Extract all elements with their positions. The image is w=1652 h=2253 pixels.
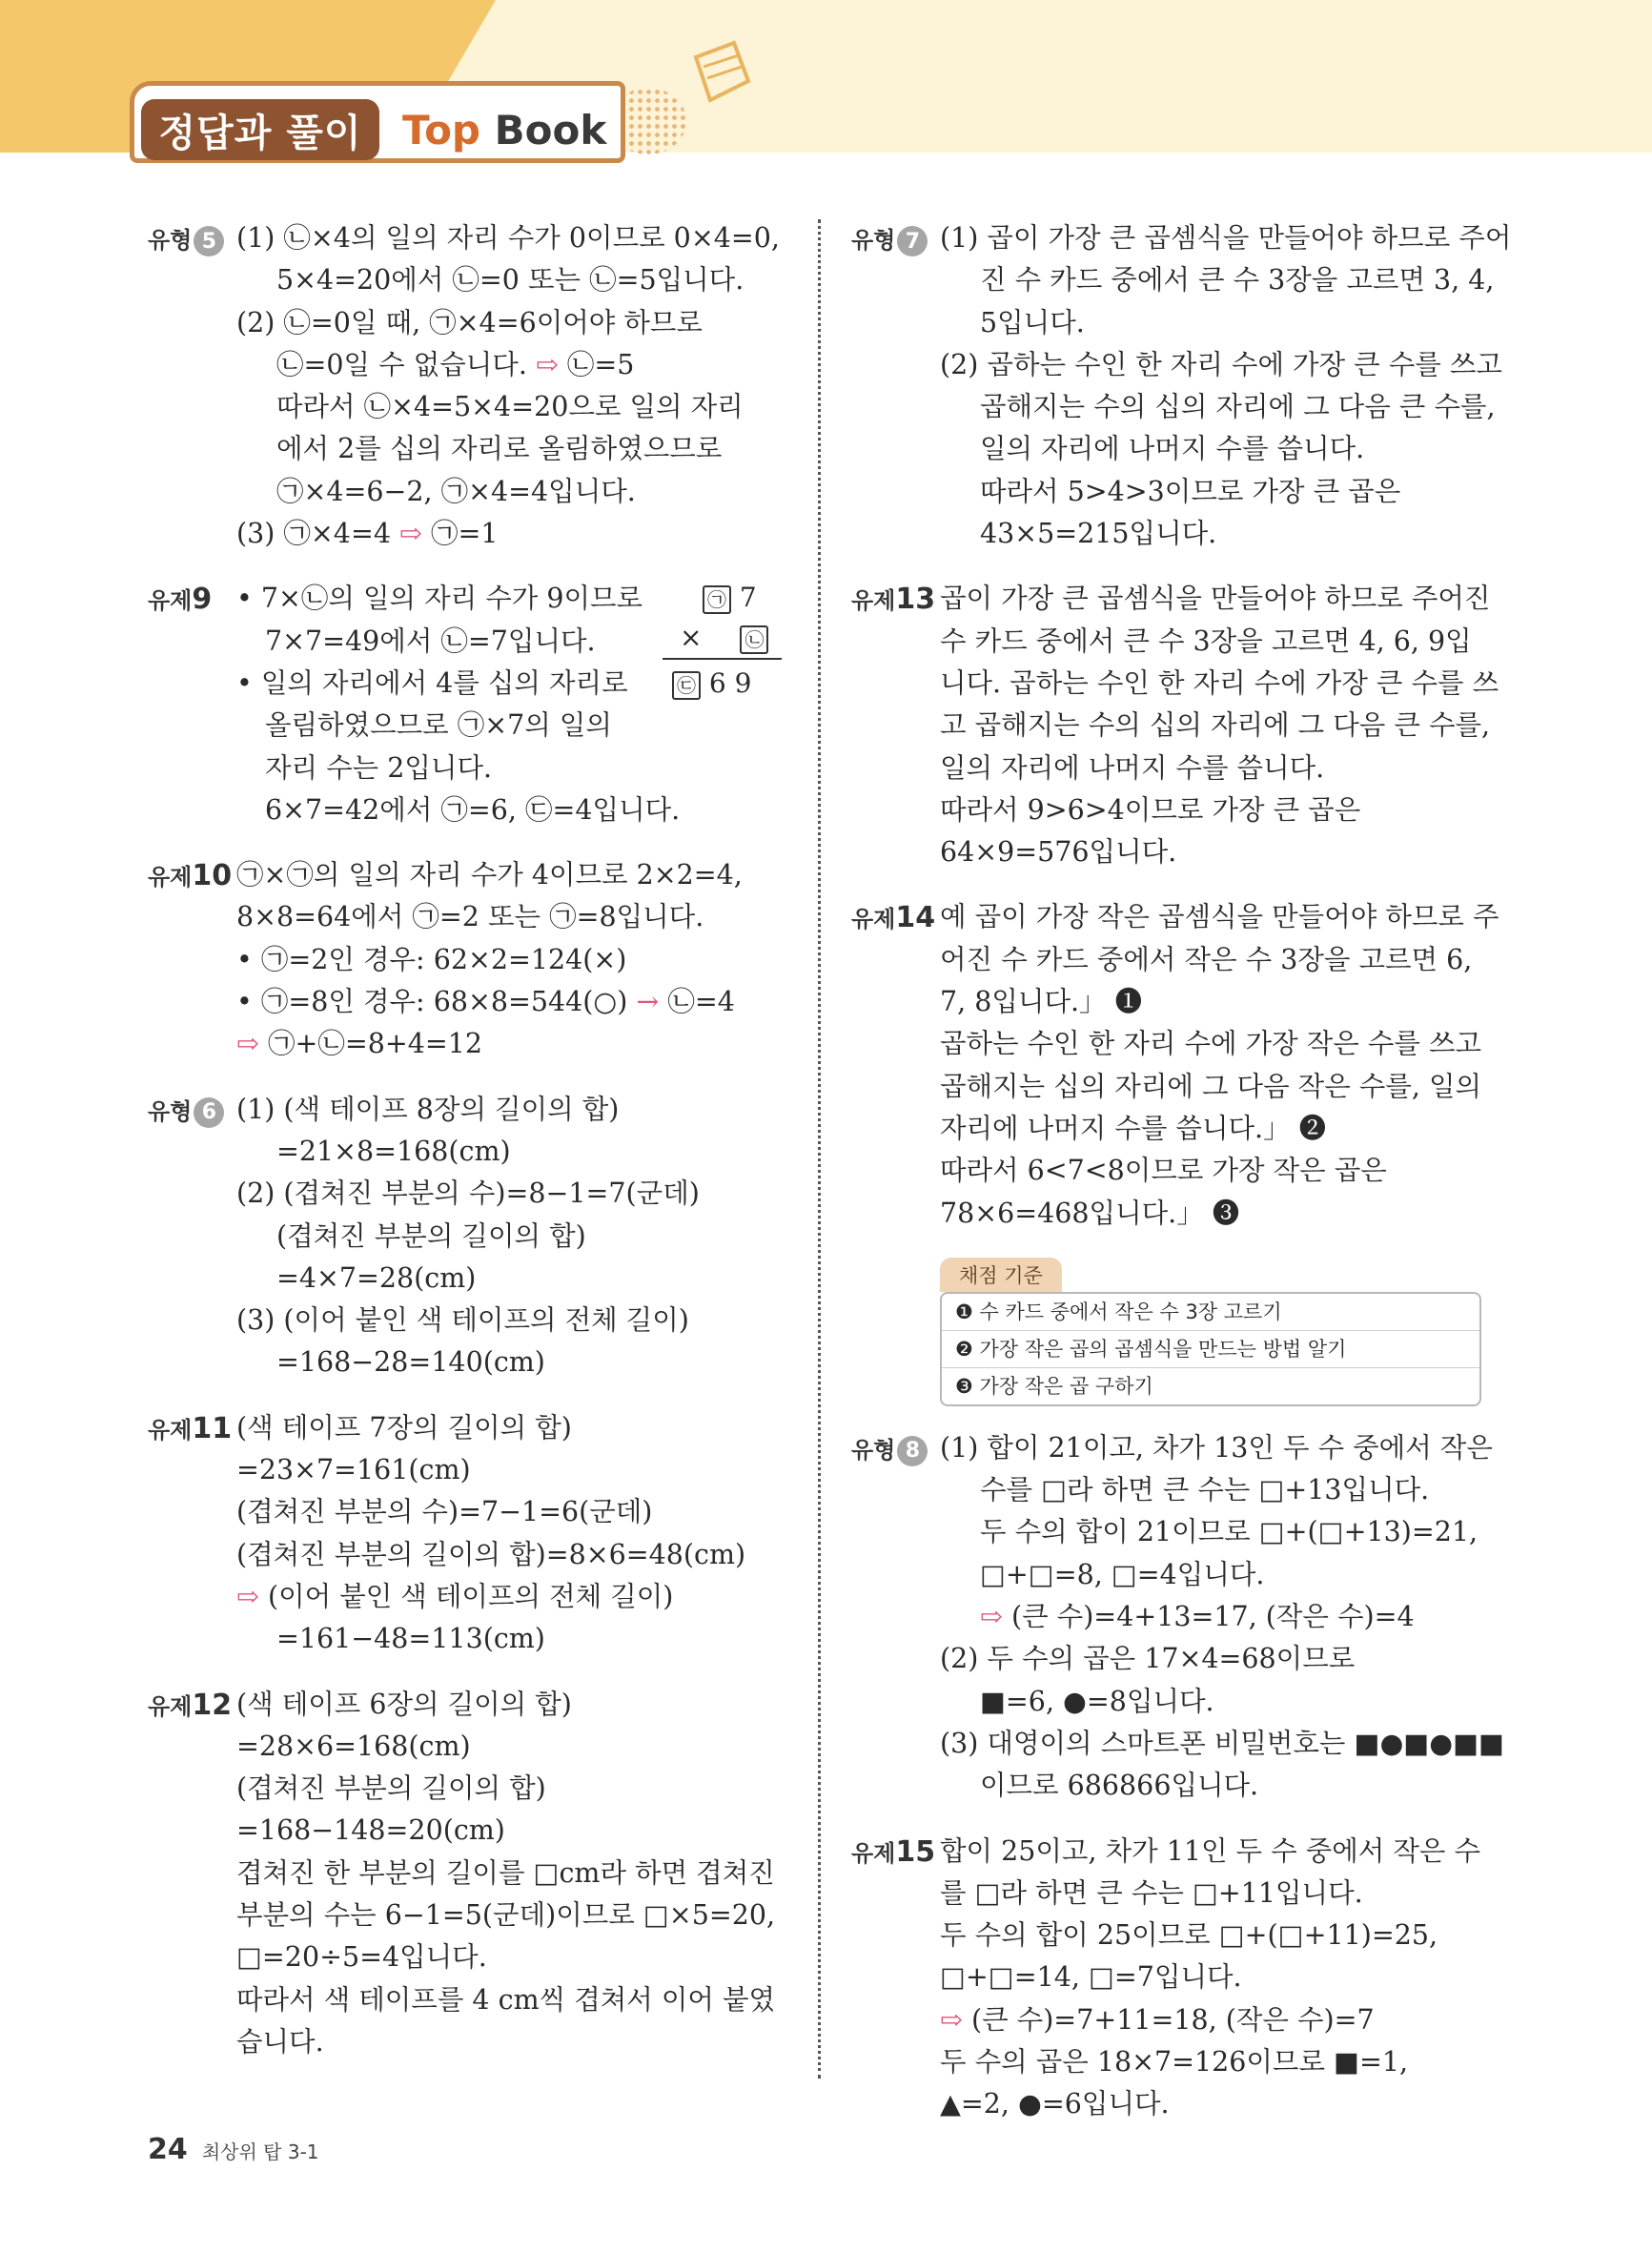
solution-line: (겹쳐진 부분의 길이의 합) xyxy=(276,1219,586,1252)
problem-tag-label: 유제 xyxy=(851,587,896,615)
times-sign: × xyxy=(680,622,703,654)
solution-line: ⇨ (큰 수)=4+13=17, (작은 수)=4 xyxy=(980,1601,1415,1633)
solution-line: 자리에 나머지 수를 씁니다.」 ❷ xyxy=(940,1112,1327,1144)
mult-line xyxy=(663,658,782,660)
solution-line: 7×7=49에서 ㉡=7입니다. xyxy=(265,625,596,657)
problem-block xyxy=(148,1684,782,2064)
criteria-row: ❸ 가장 작은 곱 구하기 xyxy=(955,1374,1153,1398)
solution-line: 를 □라 하면 큰 수는 □+11입니다. xyxy=(940,1876,1363,1909)
mult-row1 xyxy=(703,582,757,614)
criteria-title: 채점 기준 xyxy=(940,1258,1062,1292)
problem-tag xyxy=(851,900,935,934)
problem-block xyxy=(148,578,782,831)
problem-block xyxy=(851,217,1512,555)
solution-line: 64×9=576입니다. xyxy=(940,836,1177,869)
solution-line: (1) 곱이 가장 큰 곱셈식을 만들어야 하므로 주어 xyxy=(940,222,1512,254)
problem-block xyxy=(851,1427,1504,1808)
problem-tag-label: 유형 xyxy=(851,1436,896,1464)
problem-block xyxy=(148,854,782,1065)
solution-line: 곱이 가장 큰 곱셈식을 만들어야 하므로 주어진 xyxy=(940,583,1491,615)
solution-line: 합이 25이고, 차가 11인 두 수 중에서 작은 수 xyxy=(940,1834,1481,1867)
solution-line: 따라서 6<7<8이므로 가장 작은 곱은 xyxy=(940,1155,1387,1187)
solution-line: ■=6, ●=8입니다. xyxy=(980,1685,1214,1717)
problem-number: 15 xyxy=(895,1834,936,1869)
solution-line: (3) 대영이의 스마트폰 비밀번호는 ■●■●■■ xyxy=(940,1727,1504,1759)
criteria-row: ❷ 가장 작은 곱의 곱셈식을 만드는 방법 알기 xyxy=(942,1331,1479,1368)
problem-tag-label: 유형 xyxy=(148,227,193,254)
solution-line: (색 테이프 7장의 길이의 합) xyxy=(236,1411,572,1444)
solution-line: 5×4=20에서 ㉡=0 또는 ㉡=5입니다. xyxy=(276,264,744,297)
solution-line: 43×5=215입니다. xyxy=(980,518,1217,550)
solution-line: (2) (겹쳐진 부분의 수)=8−1=7(군데) xyxy=(236,1178,700,1210)
mult-box-c: ㉢ xyxy=(672,671,701,700)
problem-number: 7 xyxy=(897,226,928,256)
solution-line: 예 곱이 가장 작은 곱셈식을 만들어야 하므로 주 xyxy=(940,901,1499,933)
solution-line: 따라서 5>4>3이므로 가장 큰 곱은 xyxy=(980,475,1401,507)
problem-number: 5 xyxy=(194,226,224,256)
solution-line: (1) (색 테이프 8장의 길이의 합) xyxy=(236,1093,620,1125)
header-title: 정답과 풀이 xyxy=(141,99,379,160)
problem-number: 8 xyxy=(897,1436,928,1466)
solution-line: ㉡=0일 수 없습니다. ⇨ ㉡=5 xyxy=(276,348,635,380)
solution-line: 두 수의 곱은 18×7=126이므로 ■=1, xyxy=(940,2045,1409,2078)
solution-line: 곱하는 수인 한 자리 수에 가장 작은 수를 쓰고 xyxy=(940,1028,1482,1060)
solution-line: (2) ㉡=0일 때, ㉠×4=6이어야 하므로 xyxy=(236,306,703,338)
problem-block xyxy=(851,1831,1490,2126)
header-book-name xyxy=(402,107,606,154)
solution-line: (겹쳐진 부분의 수)=7−1=6(군데) xyxy=(236,1496,653,1528)
solution-line: 고 곱해지는 수의 십의 자리에 그 다음 큰 수를, xyxy=(940,709,1491,742)
solution-line: • ㉠=8인 경우: 68×8=544(○) → ㉡=4 xyxy=(236,986,735,1018)
solution-line: =21×8=168(cm) xyxy=(276,1135,511,1167)
solution-line: 습니다. xyxy=(236,2025,324,2058)
solution-line: (색 테이프 6장의 길이의 합) xyxy=(236,1688,572,1720)
page-number: 24 xyxy=(148,2133,188,2166)
page-footer xyxy=(148,2133,319,2166)
header-book-top: Top xyxy=(402,107,480,154)
problem-tag xyxy=(851,1834,935,1869)
problem-tag-label: 유제 xyxy=(851,1839,896,1867)
solution-line: ㉠×4=6−2, ㉠×4=4입니다. xyxy=(276,475,636,507)
problem-tag xyxy=(851,221,928,256)
solution-line: (1) 합이 21이고, 차가 13인 두 수 중에서 작은 xyxy=(940,1431,1493,1464)
solution-line: ⇨ (이어 붙인 색 테이프의 전체 길이) xyxy=(236,1580,674,1612)
column-divider xyxy=(818,219,821,2079)
criteria-box xyxy=(940,1292,1481,1406)
solution-line: 따라서 색 테이프를 4 cm씩 겹쳐서 이어 붙였 xyxy=(236,1983,776,2016)
solution-line: 5입니다. xyxy=(980,306,1085,338)
solution-line: 따라서 9>6>4이므로 가장 큰 곱은 xyxy=(940,793,1361,826)
mult-result: 6 9 xyxy=(708,667,752,700)
solution-line: □+□=8, □=4입니다. xyxy=(980,1558,1265,1590)
solution-line: • ㉠=2인 경우: 62×2=124(×) xyxy=(236,943,627,975)
mult-row3 xyxy=(672,667,751,700)
solution-line: 올림하였으므로 ㉠×7의 일의 xyxy=(265,709,612,742)
problem-tag-label: 유형 xyxy=(851,227,896,254)
criteria-row: ❶ 수 카드 중에서 작은 수 3장 고르기 xyxy=(942,1294,1479,1331)
solution-line: 따라서 ㉡×4=5×4=20으로 일의 자리 xyxy=(276,391,744,423)
solution-line: 일의 자리에 나머지 수를 씁니다. xyxy=(980,433,1365,465)
solution-line: 이므로 686866입니다. xyxy=(980,1770,1259,1802)
solution-line: ㉠×㉠의 일의 자리 수가 4이므로 2×2=4, xyxy=(236,859,743,891)
problem-number: 14 xyxy=(895,901,936,935)
solution-line: (2) 두 수의 곱은 17×4=68이므로 xyxy=(940,1643,1356,1675)
header-book-rest: Book xyxy=(480,107,607,154)
solution-line: =23×7=161(cm) xyxy=(236,1454,471,1486)
mult-digit: 7 xyxy=(739,582,757,614)
problem-tag xyxy=(148,1688,232,1722)
solution-line: 6×7=42에서 ㉠=6, ㉢=4입니다. xyxy=(265,793,681,826)
solution-line: =168−28=140(cm) xyxy=(276,1346,545,1379)
book-label: 최상위 탑 3-1 xyxy=(201,2140,319,2163)
grading-criteria xyxy=(940,1258,1490,1406)
solution-line: 수를 □라 하면 큰 수는 □+13입니다. xyxy=(980,1474,1430,1506)
solution-line: (겹쳐진 부분의 길이의 합)=8×6=48(cm) xyxy=(236,1538,746,1570)
solution-line: 곱해지는 수의 십의 자리에 그 다음 큰 수를, xyxy=(980,391,1496,423)
problem-block xyxy=(851,896,1499,1234)
problem-tag-label: 유제 xyxy=(148,1692,193,1720)
problem-tag xyxy=(148,1093,224,1128)
solution-line: 부분의 수는 6−1=5(군데)이므로 □×5=20, xyxy=(236,1898,776,1931)
problem-tag-label: 유제 xyxy=(148,1416,193,1444)
solution-line: 7, 8입니다.」 ❶ xyxy=(940,986,1143,1018)
solution-line: =168−148=20(cm) xyxy=(236,1814,505,1847)
solution-line: • 7×㉡의 일의 자리 수가 9이므로 xyxy=(236,583,643,615)
solution-line: 진 수 카드 중에서 큰 수 3장을 고르면 3, 4, xyxy=(980,264,1495,297)
solution-line: 겹쳐진 한 부분의 길이를 □cm라 하면 겹쳐진 xyxy=(236,1856,775,1889)
solution-line: ▲=2, ●=6입니다. xyxy=(940,2088,1170,2120)
problem-number: 9 xyxy=(192,583,213,617)
problem-number: 11 xyxy=(192,1411,233,1445)
problem-block xyxy=(148,217,782,555)
solution-line: • 일의 자리에서 4를 십의 자리로 xyxy=(236,666,628,699)
left-column xyxy=(148,217,782,2086)
solution-line: =28×6=168(cm) xyxy=(236,1730,471,1762)
solution-line: ⇨ (큰 수)=7+11=18, (작은 수)=7 xyxy=(940,2003,1375,2036)
problem-tag xyxy=(851,582,935,616)
mult-box-a: ㉠ xyxy=(703,585,731,614)
problem-tag xyxy=(148,221,224,256)
solution-line: (겹쳐진 부분의 길이의 합) xyxy=(236,1772,546,1805)
problem-block xyxy=(148,1089,782,1384)
mult-row2 xyxy=(680,622,768,654)
solution-line: □=20÷5=4입니다. xyxy=(236,1941,487,1974)
problem-tag xyxy=(148,858,232,892)
solution-line: □+□=14, □=7입니다. xyxy=(940,1961,1242,1994)
solution-line: 수 카드 중에서 큰 수 3장을 고르면 4, 6, 9입 xyxy=(940,625,1472,657)
solution-line: 8×8=64에서 ㉠=2 또는 ㉠=8입니다. xyxy=(236,901,704,933)
solution-line: 곱해지는 십의 자리에 그 다음 작은 수를, 일의 xyxy=(940,1070,1482,1102)
problem-tag xyxy=(851,1431,928,1466)
solution-line: 두 수의 합이 25이므로 □+(□+11)=25, xyxy=(940,1919,1438,1952)
problem-tag-label: 유형 xyxy=(148,1097,193,1125)
problem-tag-label: 유제 xyxy=(851,906,896,933)
problem-tag xyxy=(148,582,212,616)
solution-line: ⇨ ㉠+㉡=8+4=12 xyxy=(236,1028,482,1060)
solution-line: 에서 2를 십의 자리로 올림하였으므로 xyxy=(276,433,723,465)
problem-tag-label: 유제 xyxy=(148,864,193,891)
solution-line: 어진 수 카드 중에서 작은 수 3장을 고르면 6, xyxy=(940,943,1473,975)
solution-line: 일의 자리에 나머지 수를 씁니다. xyxy=(940,751,1325,784)
problem-block xyxy=(851,578,1499,873)
problem-block xyxy=(148,1407,782,1661)
solution-line: 78×6=468입니다.」 ❸ xyxy=(940,1197,1240,1229)
problem-number: 10 xyxy=(192,859,233,893)
multiplication-diagram xyxy=(663,578,786,711)
solution-line: 니다. 곱하는 수인 한 자리 수에 가장 큰 수를 쓰 xyxy=(940,666,1499,699)
problem-number: 6 xyxy=(194,1097,224,1128)
book-icon xyxy=(686,38,753,114)
solution-line: (1) ㉡×4의 일의 자리 수가 0이므로 0×4=0, xyxy=(236,222,780,254)
solution-line: (3) (이어 붙인 색 테이프의 전체 길이) xyxy=(236,1304,689,1337)
solution-line: (3) ㉠×4=4 ⇨ ㉠=1 xyxy=(236,518,499,550)
problem-tag-label: 유제 xyxy=(148,587,193,615)
problem-tag xyxy=(148,1411,232,1445)
solution-line: =161−48=113(cm) xyxy=(276,1623,545,1655)
solution-line: =4×7=28(cm) xyxy=(276,1261,477,1294)
solution-line: (2) 곱하는 수인 한 자리 수에 가장 큰 수를 쓰고 xyxy=(940,348,1502,380)
solution-line: 두 수의 합이 21이므로 □+(□+13)=21, xyxy=(980,1516,1479,1548)
problem-number: 12 xyxy=(192,1688,233,1722)
right-column xyxy=(851,217,1512,2149)
problem-number: 13 xyxy=(895,583,936,617)
solution-line: 자리 수는 2입니다. xyxy=(265,751,493,784)
mult-box-b: ㉡ xyxy=(740,625,768,654)
